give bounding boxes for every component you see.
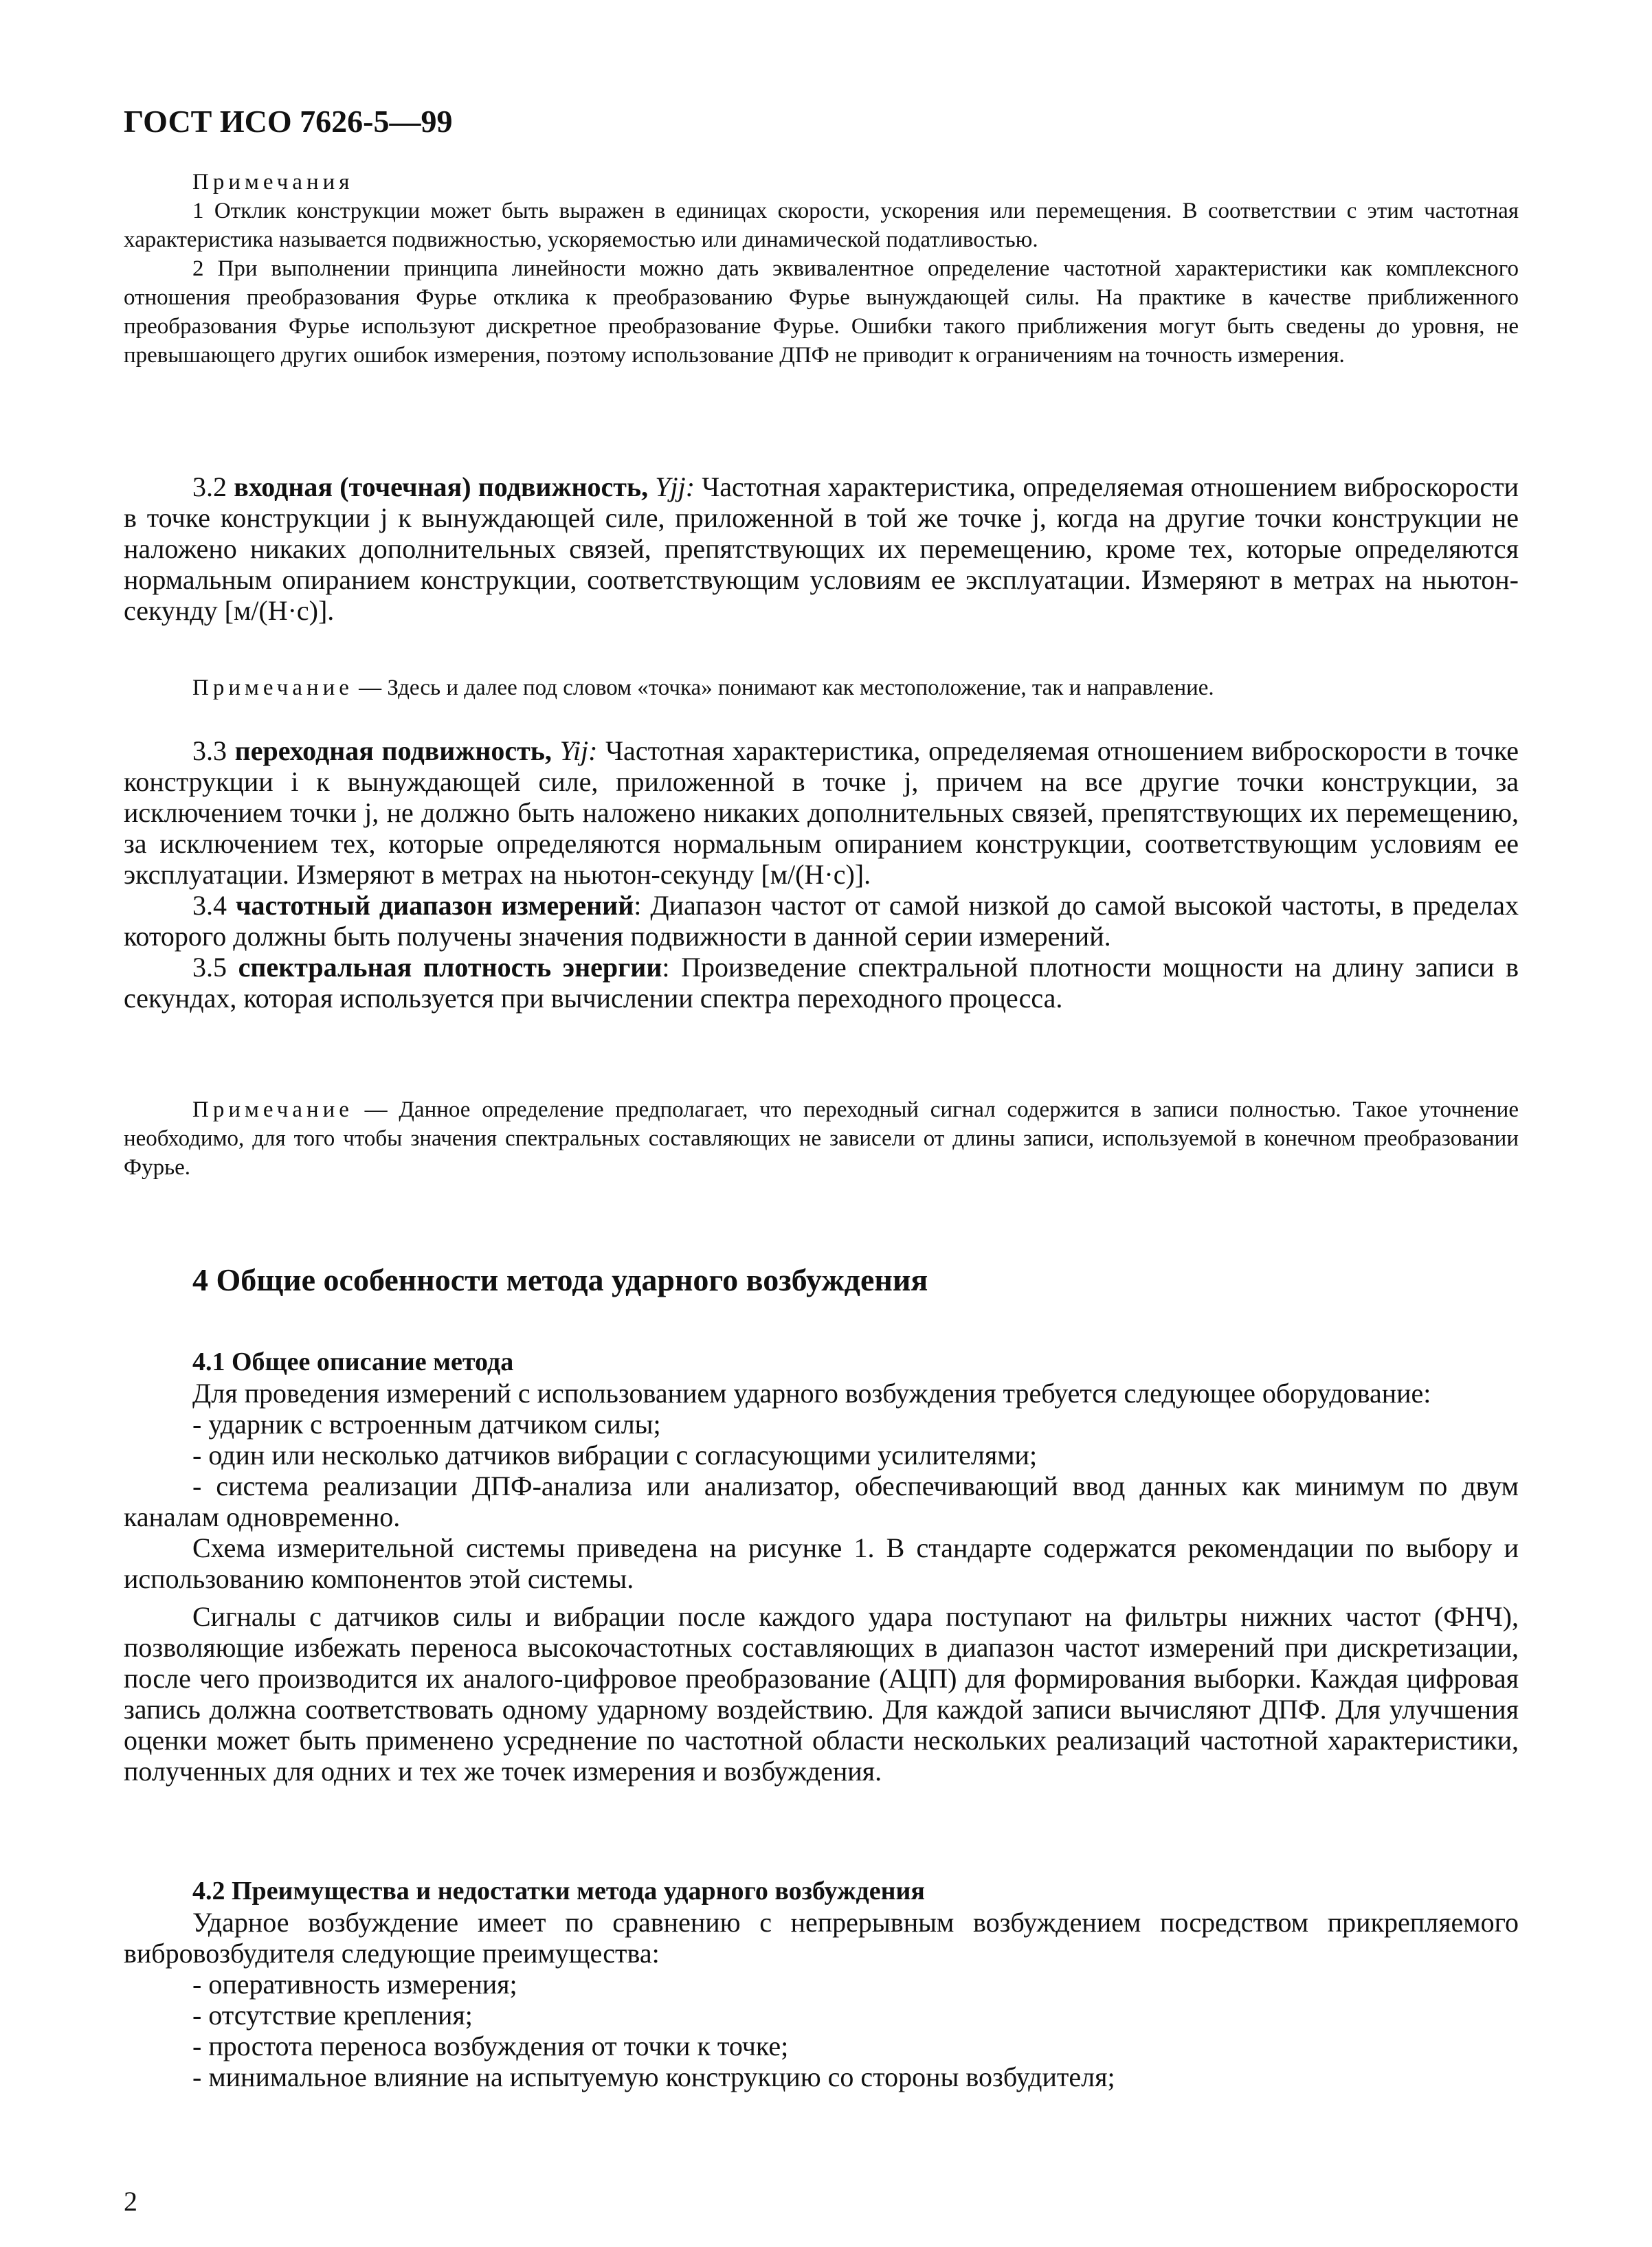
advantages-list	[124, 1969, 1519, 2092]
clause-3-2	[124, 471, 1519, 626]
notes-label: Примечания	[192, 170, 354, 194]
list-item: - отсутствие крепления;	[124, 2000, 1519, 2031]
notes-block	[124, 168, 1519, 370]
clause-number: 3.4	[192, 890, 227, 921]
note-item-2: 2 При выполнении принципа линейности можно дать эквивалентное определение частотной характеристики как комплексного отношения преобразования Фурье отклика к преобразованию Фурье вынуждающей силы. На практике в качестве приближенного преобразования Фурье используют дискретное преобразование Фурье. Ошибки такого приближения могут быть сведены до уровня, не превышающего других ошибок измерения, поэтому использование ДПФ не приводит к ограничениям на точность измерения.	[124, 256, 1519, 368]
list-item: - оперативность измерения;	[124, 1969, 1519, 2000]
note-item-1: 1 Отклик конструкции может быть выражен в единицах скорости, ускорения или перемещения. В соответствии с этим частотная характеристика называется подвижностью, ускоряемостью или динамической податливостью.	[124, 199, 1519, 252]
intro-paragraph: Ударное возбуждение имеет по сравнению с непрерывным возбуждением посредством прикрепляемого вибровозбудителя следующие преимущества:	[124, 1907, 1519, 1969]
clause-symbol: Yij:	[559, 735, 598, 766]
clause-3-4	[124, 890, 1519, 952]
note-3-5	[124, 1095, 1519, 1182]
subsection-4-2	[124, 1876, 1519, 2092]
list-item: - минимальное влияние на испытуемую конструкцию со стороны возбудителя;	[124, 2061, 1519, 2092]
clause-number: 3.2	[192, 471, 227, 502]
document-header: ГОСТ ИСО 7626-5—99	[124, 104, 453, 139]
subsection-title: 4.1 Общее описание метода	[192, 1348, 514, 1376]
equipment-list	[124, 1409, 1519, 1532]
clause-term: входная (точечная) подвижность,	[234, 471, 649, 502]
clause-number: 3.5	[192, 952, 227, 983]
list-item: - простота переноса возбуждения от точки к точке;	[124, 2031, 1519, 2061]
paragraph: Схема измерительной системы приведена на рисунке 1. В стандарте содержатся рекомендации по выбору и использованию компонентов этой системы.	[124, 1532, 1519, 1594]
clause-text: Частотная характеристика, определяемая отношением виброскорости в точке конструкции j к вынуждающей силе, приложенной в той же точке j, когда на другие точки конструкции не наложено никаких дополнительных связей, препятствующих их перемещению, кроме тех, которые определяются нормальным опиранием конструкции, соответствующим условиям ее эксплуатации. Измеряют в метрах на ньютон-секунду [м/(Н·с)].	[124, 471, 1519, 626]
clause-term: переходная подвижность,	[234, 735, 552, 766]
note-text: — Данное определение предполагает, что переходный сигнал содержится в записи полностью. Такое уточнение необходимо, для того чтобы значения спектральных составляющих не зависели от длины записи, используемой в конечном преобразовании Фурье.	[124, 1097, 1519, 1180]
paragraph: Сигналы с датчиков силы и вибрации после каждого удара поступают на фильтры нижних частот (ФНЧ), позволяющие избежать переноса высокочастотных составляющих в диапазон частот измерений при дискретизации, после чего производится их аналого-цифровое преобразование (АЦП) для формирования выборки. Каждая цифровая запись должна соответствовать одному ударному воздействию. Для каждой записи вычисляют ДПФ. Для улучшения оценки может быть применено усреднение по частотной области нескольких реализаций частотной характеристики, полученных для одних и тех же точек измерения и возбуждения.	[124, 1601, 1519, 1787]
clause-text: : Произведение спектральной плотности мощности на длину записи в секундах, которая используется при вычислении спектра переходного процесса.	[124, 952, 1519, 1014]
list-item: - ударник с встроенным датчиком силы;	[124, 1409, 1519, 1440]
section-4-title: 4 Общие особенности метода ударного возбуждения	[192, 1262, 928, 1297]
clause-term: частотный диапазон измерений	[236, 890, 634, 921]
note-text: — Здесь и далее под словом «точка» понимают как местоположение, так и направление.	[353, 675, 1214, 700]
list-item: - система реализации ДПФ-анализа или анализатор, обеспечивающий ввод данных как минимум по двум каналам одновременно.	[124, 1471, 1519, 1532]
clause-text: Частотная характеристика, определяемая отношением виброскорости в точке конструкции i к вынуждающей силе, приложенной в точке j, причем на все другие точки конструкции, за исключением точки j, не должно быть наложено никаких дополнительных связей, препятствующих их перемещению, за исключением тех, которые определяются нормальным опиранием конструкции, соответствующим условиям ее эксплуатации. Измеряют в метрах на ньютон-секунду [м/(Н·с)].	[124, 735, 1519, 890]
subsection-4-1	[124, 1347, 1519, 1787]
note-label: Примечание	[192, 675, 353, 700]
clause-number: 3.3	[192, 735, 227, 766]
note-3-2	[124, 673, 1519, 702]
intro-paragraph: Для проведения измерений с использованием ударного возбуждения требуется следующее оборудование:	[192, 1378, 1431, 1409]
clause-3-3	[124, 735, 1519, 890]
clause-symbol: Yjj:	[655, 471, 695, 502]
clause-text: : Диапазон частот от самой низкой до самой высокой частоты, в пределах которого должны быть получены значения подвижности в данной серии измерений.	[124, 890, 1519, 952]
clause-3-5	[124, 952, 1519, 1014]
list-item: - один или несколько датчиков вибрации с согласующими усилителями;	[124, 1440, 1519, 1471]
clauses-3-3-to-3-5	[124, 735, 1519, 1014]
clause-term: спектральная плотность энергии	[238, 952, 662, 983]
page-number: 2	[124, 2186, 137, 2217]
subsection-title: 4.2 Преимущества и недостатки метода ударного возбуждения	[192, 1877, 925, 1905]
note-label: Примечание	[192, 1097, 353, 1122]
